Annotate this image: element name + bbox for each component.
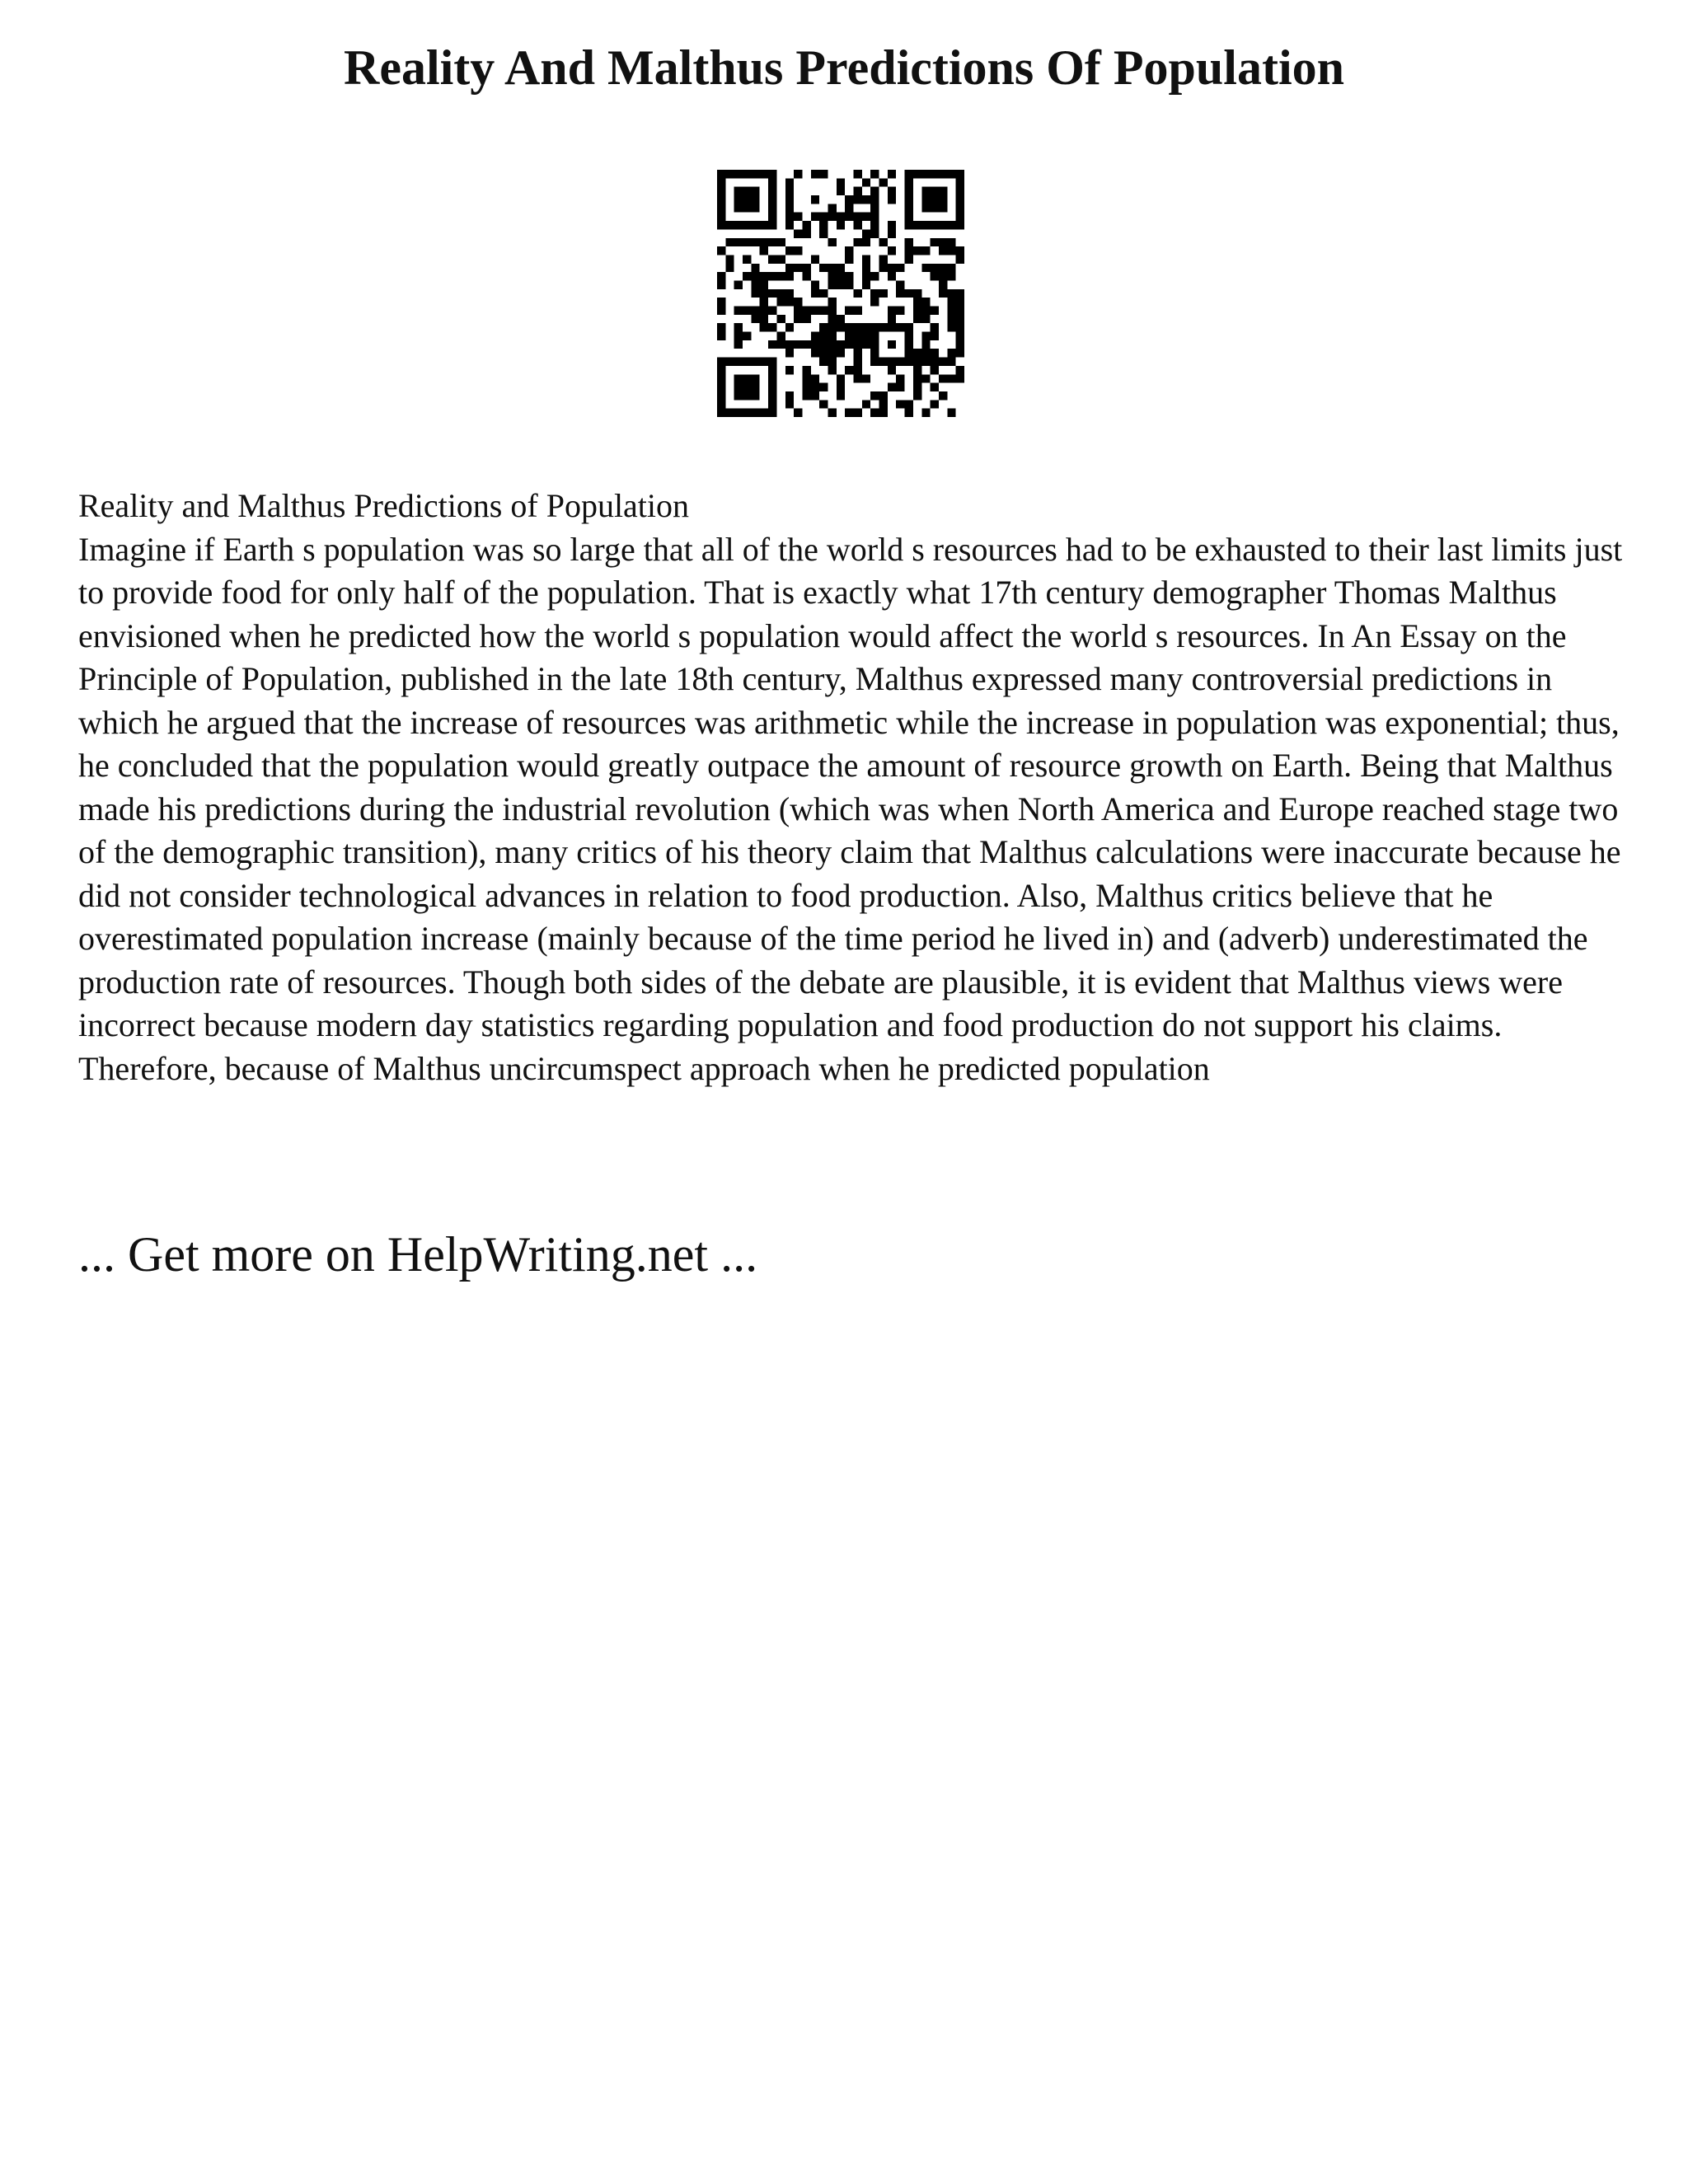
- document-body: [78, 485, 1628, 1090]
- get-more-link[interactable]: ... Get more on HelpWriting.net ...: [78, 1227, 758, 1282]
- qr-code-icon: [717, 170, 964, 417]
- page-title: Reality And Malthus Predictions Of Population: [343, 40, 1344, 95]
- qr-code: [717, 170, 964, 417]
- document-heading: Reality and Malthus Predictions of Population: [78, 487, 690, 524]
- document-paragraph: Imagine if Earth s population was so large that all of the world s resources had to be exhausted to their last limits just to provide food for only half of the population. That is exactly what 17th century demographer Thomas Malthus envisioned when he predicted how the world s population would affect the world s resources. In An Essay on the Principle of Population, published in the late 18th century, Malthus expressed many controversial predictions in which he argued that the increase of resources was arithmetic while the increase in population was exponential; thus, he concluded that the population would greatly outpace the amount of resource growth on Earth. Being that Malthus made his predictions during the industrial revolution (which was when North America and Europe reached stage two of the demographic transition), many critics of his theory claim that Malthus calculations were inaccurate because he did not consider technological advances in relation to food production. Also, Malthus critics believe that he overestimated population increase (mainly because of the time period he lived in) and (adverb) underestimated the production rate of resources. Though both sides of the debate are plausible, it is evident that Malthus views were incorrect because modern day statistics regarding population and food production do not support his claims. Therefore, because of Malthus uncircumspect approach when he predicted population: [78, 530, 1623, 1087]
